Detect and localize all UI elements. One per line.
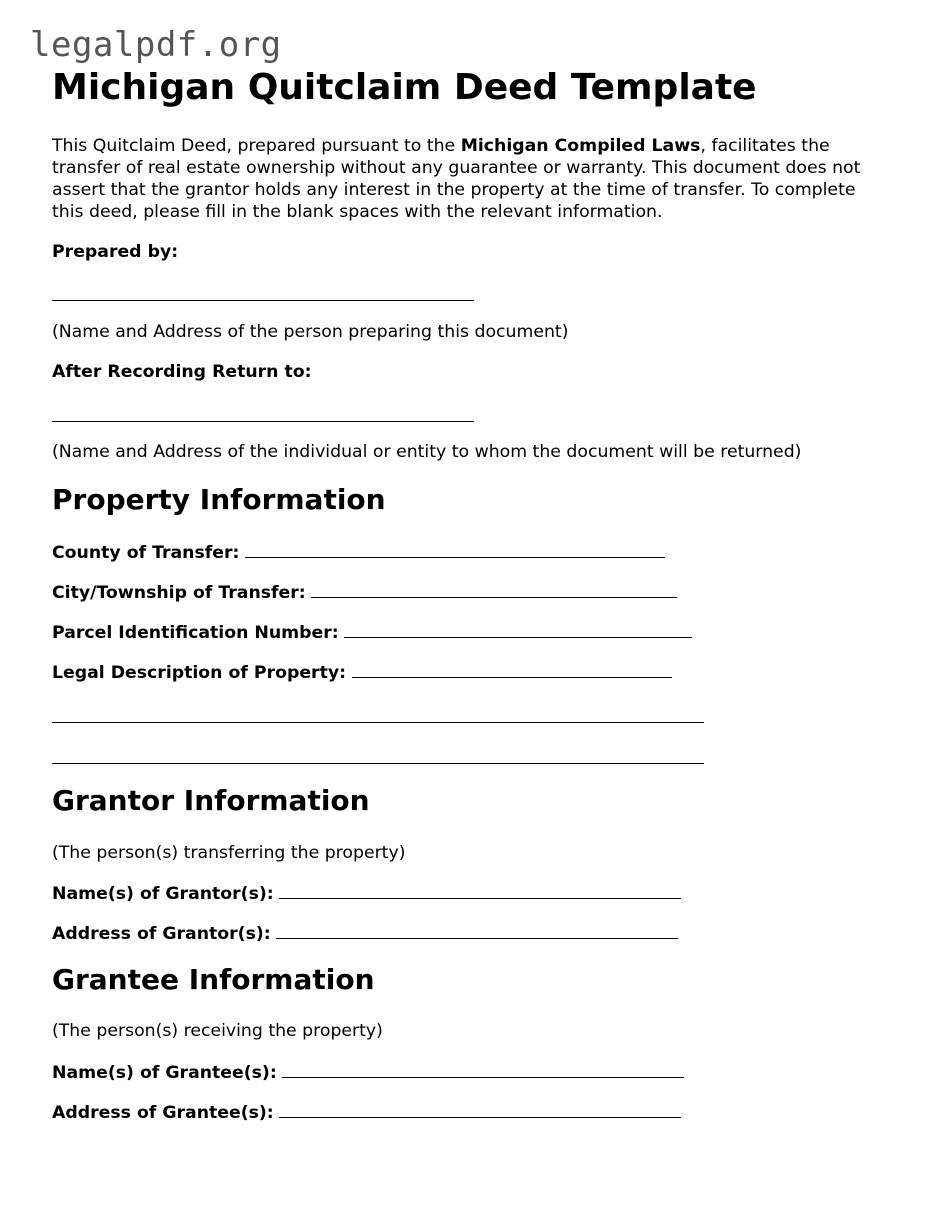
grantee-address-label: Address of Grantee(s): xyxy=(52,1103,274,1123)
property-heading: Property Information xyxy=(52,483,386,516)
city-label: City/Township of Transfer: xyxy=(52,583,306,603)
grantee-note: (The person(s) receiving the property) xyxy=(52,1021,383,1041)
parcel-field[interactable] xyxy=(344,621,692,638)
intro-paragraph xyxy=(52,135,892,223)
page-title: Michigan Quitclaim Deed Template xyxy=(52,67,757,108)
return-to-field[interactable] xyxy=(52,420,474,422)
grantor-address-field[interactable] xyxy=(276,922,678,939)
grantor-name-label: Name(s) of Grantor(s): xyxy=(52,884,274,904)
legal-description-line-3[interactable] xyxy=(52,762,704,764)
grantee-heading: Grantee Information xyxy=(52,963,375,996)
legal-description-row xyxy=(52,661,672,684)
grantee-address-row xyxy=(52,1101,681,1124)
intro-text-bold: Michigan Compiled Laws xyxy=(460,136,701,156)
watermark: legalpdf.org xyxy=(30,25,282,65)
prepared-by-label: Prepared by: xyxy=(52,242,179,262)
legal-description-field[interactable] xyxy=(352,661,672,678)
grantee-name-field[interactable] xyxy=(282,1061,684,1078)
grantee-name-label: Name(s) of Grantee(s): xyxy=(52,1063,277,1083)
grantor-name-field[interactable] xyxy=(279,882,681,899)
prepared-by-field[interactable] xyxy=(52,299,474,301)
legal-description-label: Legal Description of Property: xyxy=(52,663,347,683)
intro-text-after: , facilitates the transfer of real estate ownership without any guarantee or warranty. This document does not assert that the grantor holds any interest in the property at the time of transfer. To complete this deed, please fill in the blank spaces with the relevant information. xyxy=(52,136,861,222)
return-to-label: After Recording Return to: xyxy=(52,362,312,382)
parcel-row xyxy=(52,621,692,644)
return-to-note: (Name and Address of the individual or entity to whom the document will be returned) xyxy=(52,442,802,462)
grantor-address-row xyxy=(52,922,678,945)
grantee-name-row xyxy=(52,1061,684,1084)
grantor-name-row xyxy=(52,882,681,905)
grantor-address-label: Address of Grantor(s): xyxy=(52,924,271,944)
county-label: County of Transfer: xyxy=(52,543,240,563)
prepared-by-note: (Name and Address of the person preparing this document) xyxy=(52,322,569,342)
city-row xyxy=(52,581,677,604)
grantee-address-field[interactable] xyxy=(279,1101,681,1118)
city-field[interactable] xyxy=(311,581,677,598)
county-row xyxy=(52,541,665,564)
intro-text-before: This Quitclaim Deed, prepared pursuant to the xyxy=(52,136,461,156)
legal-description-line-2[interactable] xyxy=(52,721,704,723)
parcel-label: Parcel Identification Number: xyxy=(52,623,339,643)
county-field[interactable] xyxy=(245,541,665,558)
grantor-note: (The person(s) transferring the property) xyxy=(52,843,406,863)
grantor-heading: Grantor Information xyxy=(52,784,370,817)
